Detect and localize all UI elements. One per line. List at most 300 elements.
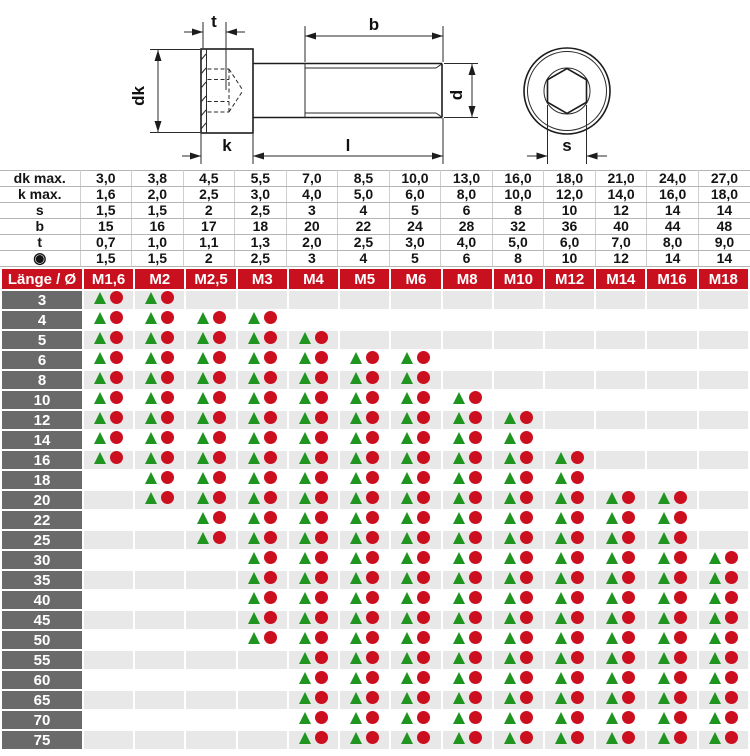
triangle-icon — [94, 372, 106, 384]
availability-cell — [494, 671, 543, 689]
availability-symbols — [350, 571, 379, 584]
availability-cell — [238, 611, 287, 629]
availability-cell — [699, 351, 748, 369]
circle-icon — [417, 451, 430, 464]
triangle-icon — [504, 692, 516, 704]
triangle-icon — [248, 352, 260, 364]
triangle-icon — [350, 652, 362, 664]
circle-icon — [264, 471, 277, 484]
circle-icon — [622, 711, 635, 724]
availability-symbols — [504, 571, 533, 584]
spec-row — [0, 235, 750, 251]
matrix-row — [2, 431, 748, 449]
availability-symbols — [606, 591, 635, 604]
triangle-icon — [453, 592, 465, 604]
spec-value: 40 — [595, 219, 647, 235]
availability-cell — [391, 491, 440, 509]
availability-symbols — [197, 431, 226, 444]
availability-cell — [647, 371, 696, 389]
circle-icon — [520, 531, 533, 544]
availability-cell — [289, 331, 338, 349]
availability-cell — [647, 691, 696, 709]
circle-icon — [366, 591, 379, 604]
circle-icon — [417, 571, 430, 584]
availability-cell — [545, 631, 594, 649]
availability-symbols — [555, 551, 584, 564]
circle-icon — [110, 311, 123, 324]
length-cell: 16 — [2, 451, 82, 469]
availability-symbols — [658, 691, 687, 704]
length-cell: 35 — [2, 571, 82, 589]
availability-cell — [186, 671, 235, 689]
circle-icon — [366, 511, 379, 524]
circle-icon — [571, 611, 584, 624]
availability-cell — [186, 551, 235, 569]
circle-icon — [110, 411, 123, 424]
availability-cell — [699, 311, 748, 329]
circle-icon — [110, 451, 123, 464]
availability-symbols — [555, 471, 584, 484]
triangle-icon — [299, 492, 311, 504]
availability-symbols — [555, 651, 584, 664]
triangle-icon — [504, 672, 516, 684]
availability-symbols — [401, 651, 430, 664]
triangle-icon — [658, 652, 670, 664]
length-cell: 10 — [2, 391, 82, 409]
triangle-icon — [504, 452, 516, 464]
availability-cell — [545, 411, 594, 429]
circle-icon — [571, 571, 584, 584]
availability-cell — [699, 491, 748, 509]
availability-symbols — [606, 691, 635, 704]
availability-cell — [647, 411, 696, 429]
triangle-icon — [453, 512, 465, 524]
availability-cell — [391, 631, 440, 649]
triangle-icon — [248, 472, 260, 484]
availability-cell — [596, 731, 645, 749]
availability-symbols — [606, 571, 635, 584]
availability-cell — [289, 611, 338, 629]
availability-cell — [494, 471, 543, 489]
circle-icon — [264, 311, 277, 324]
availability-symbols — [299, 691, 328, 704]
spec-value: 10 — [544, 203, 596, 219]
availability-cell — [647, 611, 696, 629]
triangle-icon — [299, 372, 311, 384]
triangle-icon — [658, 612, 670, 624]
availability-symbols — [401, 691, 430, 704]
availability-symbols — [299, 331, 328, 344]
availability-cell — [340, 371, 389, 389]
availability-symbols — [555, 531, 584, 544]
diameter-header: M6 — [391, 269, 440, 289]
circle-icon — [469, 551, 482, 564]
triangle-icon — [299, 472, 311, 484]
availability-cell — [699, 571, 748, 589]
availability-symbols — [401, 631, 430, 644]
availability-symbols — [94, 311, 123, 324]
availability-symbols — [197, 471, 226, 484]
availability-cell — [596, 431, 645, 449]
availability-cell — [545, 431, 594, 449]
triangle-icon — [658, 712, 670, 724]
availability-symbols — [401, 511, 430, 524]
spec-row-label: k max. — [0, 187, 80, 203]
availability-symbols — [248, 491, 277, 504]
availability-symbols — [401, 471, 430, 484]
triangle-icon — [350, 532, 362, 544]
diameter-header: M12 — [545, 269, 594, 289]
circle-icon — [571, 491, 584, 504]
spec-value: 28 — [441, 219, 493, 235]
availability-symbols — [453, 691, 482, 704]
availability-cell — [699, 451, 748, 469]
availability-cell — [699, 651, 748, 669]
dim-label-b: b — [368, 15, 380, 34]
spec-value: 9,0 — [698, 235, 750, 251]
availability-symbols — [658, 511, 687, 524]
circle-icon — [366, 411, 379, 424]
availability-cell — [494, 371, 543, 389]
availability-cell — [391, 671, 440, 689]
dim-label-d: d — [447, 89, 466, 101]
availability-symbols — [453, 551, 482, 564]
circle-icon — [161, 351, 174, 364]
triangle-icon — [350, 472, 362, 484]
dim-label-s: s — [562, 136, 572, 155]
matrix-header-row — [2, 269, 748, 289]
triangle-icon — [606, 552, 618, 564]
triangle-icon — [606, 632, 618, 644]
circle-icon — [725, 711, 738, 724]
circle-icon — [674, 711, 687, 724]
triangle-icon — [248, 412, 260, 424]
dim-label-dk: dk — [129, 86, 148, 106]
availability-cell — [186, 651, 235, 669]
availability-symbols — [453, 431, 482, 444]
availability-cell — [596, 671, 645, 689]
availability-cell — [647, 711, 696, 729]
circle-icon — [366, 731, 379, 744]
spec-value: 5,5 — [235, 171, 287, 187]
circle-icon — [315, 351, 328, 364]
triangle-icon — [658, 732, 670, 744]
availability-cell — [238, 331, 287, 349]
availability-symbols — [658, 671, 687, 684]
availability-cell — [135, 351, 184, 369]
circle-icon — [366, 451, 379, 464]
circle-icon — [213, 531, 226, 544]
triangle-icon — [145, 372, 157, 384]
spec-value: 2,0 — [132, 187, 184, 203]
availability-cell — [340, 631, 389, 649]
availability-cell — [135, 471, 184, 489]
availability-cell — [238, 531, 287, 549]
availability-cell — [238, 731, 287, 749]
side-view — [129, 12, 478, 164]
availability-symbols — [94, 391, 123, 404]
availability-cell — [289, 731, 338, 749]
circle-icon — [213, 311, 226, 324]
triangle-icon — [350, 432, 362, 444]
circle-icon — [571, 591, 584, 604]
availability-symbols — [401, 591, 430, 604]
availability-cell — [545, 551, 594, 569]
availability-matrix — [0, 267, 750, 751]
length-cell: 70 — [2, 711, 82, 729]
triangle-icon — [94, 332, 106, 344]
availability-cell — [84, 451, 133, 469]
matrix-row — [2, 631, 748, 649]
availability-cell — [494, 531, 543, 549]
availability-cell — [238, 351, 287, 369]
availability-cell — [135, 331, 184, 349]
spec-row — [0, 171, 750, 187]
availability-cell — [494, 571, 543, 589]
availability-symbols — [555, 671, 584, 684]
availability-cell — [84, 571, 133, 589]
triangle-icon — [504, 612, 516, 624]
availability-symbols — [94, 371, 123, 384]
circle-icon — [622, 571, 635, 584]
availability-symbols — [350, 351, 379, 364]
availability-cell — [340, 651, 389, 669]
triangle-icon — [401, 412, 413, 424]
triangle-icon — [248, 632, 260, 644]
availability-cell — [545, 571, 594, 589]
availability-symbols — [504, 711, 533, 724]
circle-icon — [366, 711, 379, 724]
triangle-icon — [453, 632, 465, 644]
availability-symbols — [350, 551, 379, 564]
availability-cell — [647, 551, 696, 569]
availability-cell — [84, 671, 133, 689]
triangle-icon — [350, 392, 362, 404]
length-cell: 18 — [2, 471, 82, 489]
triangle-icon — [658, 692, 670, 704]
circle-icon — [674, 491, 687, 504]
triangle-icon — [350, 492, 362, 504]
availability-cell — [238, 651, 287, 669]
triangle-icon — [248, 392, 260, 404]
circle-icon — [110, 371, 123, 384]
availability-cell — [443, 491, 492, 509]
availability-symbols — [145, 351, 174, 364]
triangle-icon — [248, 552, 260, 564]
circle-icon — [571, 691, 584, 704]
circle-icon — [264, 391, 277, 404]
availability-cell — [443, 611, 492, 629]
circle-icon — [264, 571, 277, 584]
availability-cell — [391, 531, 440, 549]
spec-value: 10,0 — [389, 171, 441, 187]
availability-symbols — [248, 631, 277, 644]
spec-value: 5 — [389, 203, 441, 219]
availability-cell — [699, 371, 748, 389]
availability-symbols — [197, 371, 226, 384]
availability-cell — [391, 291, 440, 309]
availability-cell — [494, 351, 543, 369]
triangle-icon — [555, 552, 567, 564]
availability-cell — [647, 311, 696, 329]
availability-cell — [647, 451, 696, 469]
circle-icon — [417, 391, 430, 404]
triangle-icon — [709, 732, 721, 744]
triangle-icon — [658, 572, 670, 584]
spec-row — [0, 219, 750, 235]
availability-cell — [289, 431, 338, 449]
length-cell: 40 — [2, 591, 82, 609]
triangle-icon — [504, 592, 516, 604]
availability-cell — [238, 671, 287, 689]
circle-icon — [366, 431, 379, 444]
triangle-icon — [709, 652, 721, 664]
availability-cell — [186, 711, 235, 729]
circle-icon — [622, 511, 635, 524]
circle-icon — [674, 691, 687, 704]
circle-icon — [417, 671, 430, 684]
circle-icon — [417, 611, 430, 624]
circle-icon — [674, 611, 687, 624]
availability-cell — [699, 711, 748, 729]
availability-cell — [647, 671, 696, 689]
circle-icon — [417, 471, 430, 484]
availability-cell — [84, 531, 133, 549]
availability-cell — [238, 571, 287, 589]
spec-value: 14 — [698, 251, 750, 267]
availability-cell — [84, 391, 133, 409]
circle-icon — [571, 471, 584, 484]
circle-icon — [674, 731, 687, 744]
triangle-icon — [453, 432, 465, 444]
availability-cell — [545, 331, 594, 349]
availability-cell — [699, 511, 748, 529]
length-cell: 4 — [2, 311, 82, 329]
circle-icon — [520, 671, 533, 684]
availability-symbols — [555, 691, 584, 704]
spec-row-label: s — [0, 203, 80, 219]
spec-table-body — [0, 171, 750, 267]
availability-symbols — [350, 651, 379, 664]
availability-cell — [494, 431, 543, 449]
matrix-body — [2, 291, 748, 749]
front-view — [524, 48, 610, 164]
availability-symbols — [248, 611, 277, 624]
diameter-header: M2 — [135, 269, 184, 289]
circle-icon — [674, 651, 687, 664]
triangle-icon — [504, 432, 516, 444]
circle-icon — [315, 451, 328, 464]
availability-cell — [443, 471, 492, 489]
diameter-header: M4 — [289, 269, 338, 289]
availability-symbols — [197, 351, 226, 364]
spec-value: 20 — [286, 219, 338, 235]
triangle-icon — [299, 572, 311, 584]
availability-symbols — [606, 731, 635, 744]
availability-symbols — [606, 631, 635, 644]
circle-icon — [264, 451, 277, 464]
triangle-icon — [606, 492, 618, 504]
availability-symbols — [555, 611, 584, 624]
availability-cell — [289, 651, 338, 669]
triangle-icon — [299, 732, 311, 744]
triangle-icon — [606, 532, 618, 544]
circle-icon — [469, 471, 482, 484]
availability-cell — [289, 391, 338, 409]
triangle-icon — [401, 592, 413, 604]
circle-icon — [571, 451, 584, 464]
availability-symbols — [145, 291, 174, 304]
triangle-icon — [197, 432, 209, 444]
availability-symbols — [299, 711, 328, 724]
diameter-header: M1,6 — [84, 269, 133, 289]
availability-symbols — [299, 531, 328, 544]
spec-value: 4 — [338, 251, 390, 267]
availability-cell — [340, 591, 389, 609]
availability-symbols — [606, 611, 635, 624]
circle-icon — [469, 391, 482, 404]
availability-symbols — [555, 511, 584, 524]
circle-icon — [315, 491, 328, 504]
length-cell: 75 — [2, 731, 82, 749]
matrix-row — [2, 371, 748, 389]
availability-cell — [84, 371, 133, 389]
triangle-icon — [401, 552, 413, 564]
availability-symbols — [555, 591, 584, 604]
circle-icon — [520, 451, 533, 464]
availability-cell — [494, 631, 543, 649]
circle-icon — [417, 591, 430, 604]
availability-cell — [545, 491, 594, 509]
availability-cell — [135, 391, 184, 409]
availability-cell — [647, 631, 696, 649]
circle-icon — [366, 671, 379, 684]
circle-icon — [571, 711, 584, 724]
circle-icon — [366, 391, 379, 404]
circle-icon — [366, 531, 379, 544]
availability-cell — [699, 591, 748, 609]
availability-symbols — [299, 391, 328, 404]
availability-symbols — [350, 731, 379, 744]
availability-cell — [186, 531, 235, 549]
triangle-icon — [606, 672, 618, 684]
availability-cell — [289, 571, 338, 589]
triangle-icon — [401, 372, 413, 384]
triangle-icon — [145, 452, 157, 464]
triangle-icon — [299, 532, 311, 544]
matrix-row — [2, 411, 748, 429]
triangle-icon — [197, 532, 209, 544]
availability-symbols — [248, 591, 277, 604]
availability-cell — [545, 611, 594, 629]
availability-symbols — [504, 411, 533, 424]
circle-icon — [264, 611, 277, 624]
spec-value: 1,5 — [80, 251, 132, 267]
availability-symbols — [504, 551, 533, 564]
availability-symbols — [658, 531, 687, 544]
availability-cell — [135, 651, 184, 669]
triangle-icon — [658, 512, 670, 524]
availability-symbols — [606, 491, 635, 504]
circle-icon — [110, 291, 123, 304]
availability-cell — [238, 591, 287, 609]
triangle-icon — [555, 472, 567, 484]
circle-icon — [366, 611, 379, 624]
availability-cell — [340, 491, 389, 509]
circle-icon — [417, 551, 430, 564]
availability-symbols — [555, 451, 584, 464]
availability-cell — [545, 711, 594, 729]
